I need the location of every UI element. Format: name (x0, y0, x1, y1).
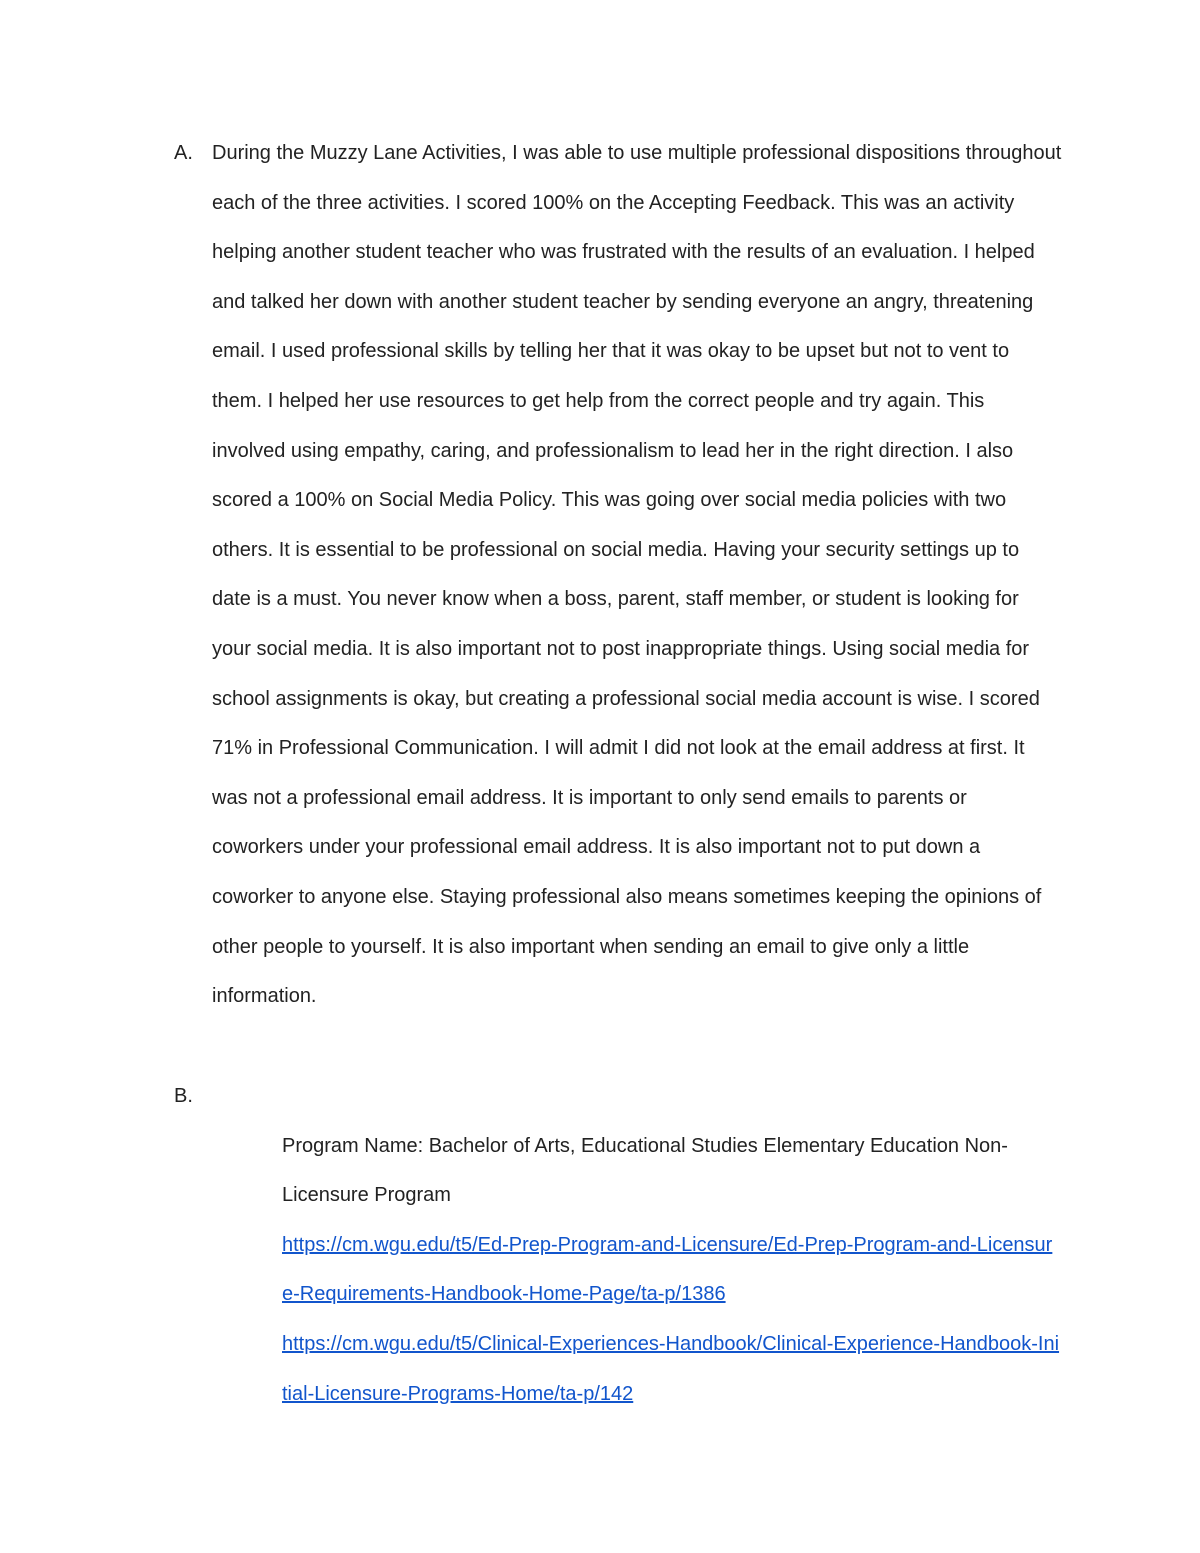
section-a-paragraph: During the Muzzy Lane Activities, I was able to use multiple professional dispositions throughout each of the three activities. I scored 100% on the Accepting Feedback. This was an activity helping another student teacher who was frustrated with the results of an evaluation. I helped and talked her down with another student teacher by sending everyone an angry, threatening email. I used professional skills by telling her that it was okay to be upset but not to vent to them. I helped her use resources to get help from the correct people and try again. This involved using empathy, caring, and professionalism to lead her in the right direction. I also scored a 100% on Social Media Policy. This was going over social media policies with two others. It is essential to be professional on social media. Having your security settings up to date is a must. You never know when a boss, parent, staff member, or student is looking for your social media. It is also important not to post inappropriate things. Using social media for school assignments is okay, but creating a professional social media account is wise. I scored 71% in Professional Communication. I will admit I did not look at the email address at first. It was not a professional email address. It is important to only send emails to parents or coworkers under your professional email address. It is also important not to put down a coworker to anyone else. Staying professional also means sometimes keeping the opinions of other people to yourself. It is also important when sending an email to give only a little information. (212, 142, 1062, 1008)
section-b-content (282, 1122, 1062, 1420)
program-name: Program Name: Bachelor of Arts, Educational Studies Elementary Education Non-Licensure Program (282, 1134, 1008, 1207)
section-b-marker: B. (174, 1085, 193, 1107)
handbook-link-licensure[interactable]: https://cm.wgu.edu/t5/Ed-Prep-Program-and-Licensure/Ed-Prep-Program-and-Licensure-Requirements-Handbook-Home-Page/ta-p/1386 (282, 1233, 1053, 1306)
section-a (174, 129, 1074, 1022)
handbook-link-clinical-experience[interactable]: https://cm.wgu.edu/t5/Clinical-Experiences-Handbook/Clinical-Experience-Handbook-Initial-Licensure-Programs-Home/ta-p/142 (282, 1332, 1060, 1405)
section-a-marker: A. (174, 142, 193, 164)
